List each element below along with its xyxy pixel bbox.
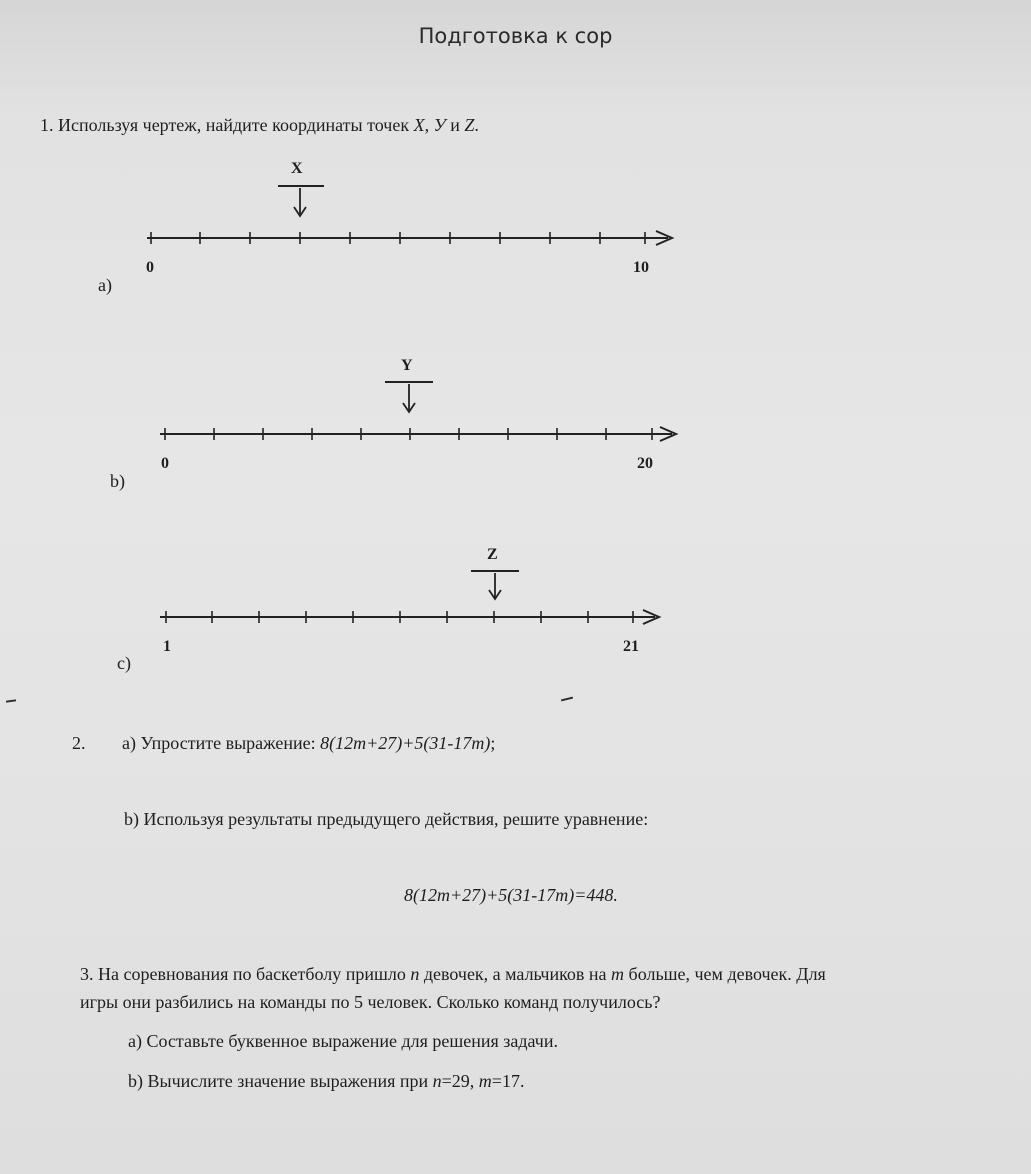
task1-and: и xyxy=(445,115,465,135)
page-title: Подготовка к сор xyxy=(418,24,613,48)
part-label-b: b) xyxy=(110,471,125,491)
var-y: У xyxy=(433,115,446,135)
var-x: X xyxy=(413,115,425,135)
start-label-b: 0 xyxy=(161,455,169,472)
end-label-a: 10 xyxy=(633,259,649,276)
point-label-y: Y xyxy=(401,357,413,374)
point-label-x: X xyxy=(291,160,303,177)
task1-end: . xyxy=(474,115,479,135)
task1-text: Используя чертеж, найдите координаты точек xyxy=(58,115,414,135)
task3-b-pre: b) Вычислите значение выражения при xyxy=(128,1071,433,1091)
point-label-z: Z xyxy=(487,546,498,563)
var-z: Z xyxy=(464,115,475,135)
task1-number: 1. xyxy=(40,115,54,135)
task2-number: 2. xyxy=(72,733,86,753)
task3-line1-pre: 3. На соревнования по баскетболу пришло xyxy=(80,964,411,984)
task2-a-text: а) Упростите выражение: xyxy=(122,733,321,753)
task3-line1-mid: девочек, а мальчиков на xyxy=(419,964,612,984)
task2-a-expression: 8(12m+27)+5(31-17m) xyxy=(320,733,491,753)
task2-equation: 8(12m+27)+5(31-17m)=448. xyxy=(404,885,618,905)
task3-line1-post: больше, чем девочек. Для xyxy=(624,964,826,984)
part-label-c: c) xyxy=(117,653,131,673)
start-label-a: 0 xyxy=(146,259,154,276)
task3-b-m-value: =17. xyxy=(491,1071,525,1091)
start-label-c: 1 xyxy=(163,638,171,655)
task3-b-var-n: n xyxy=(432,1071,442,1091)
end-label-b: 20 xyxy=(637,455,653,472)
task3-a: а) Составьте буквенное выражение для решения задачи. xyxy=(128,1031,558,1051)
task3-line2: игры они разбились на команды по 5 человек. Сколько команд получилось? xyxy=(80,992,661,1012)
task2-a-end: ; xyxy=(490,733,496,753)
var-m: m xyxy=(611,964,625,984)
task2-b: b) Используя результаты предыдущего действия, решите уравнение: xyxy=(124,809,649,829)
task3-b xyxy=(128,1071,524,1092)
task1-sep: , xyxy=(424,115,434,135)
var-n: n xyxy=(410,964,420,984)
task2-a xyxy=(122,733,495,754)
task3-line1 xyxy=(80,964,826,985)
part-label-a: a) xyxy=(98,275,112,295)
task3-b-n-value: =29, xyxy=(441,1071,479,1091)
task3-b-var-m: m xyxy=(478,1071,492,1091)
end-label-c: 21 xyxy=(623,638,639,655)
